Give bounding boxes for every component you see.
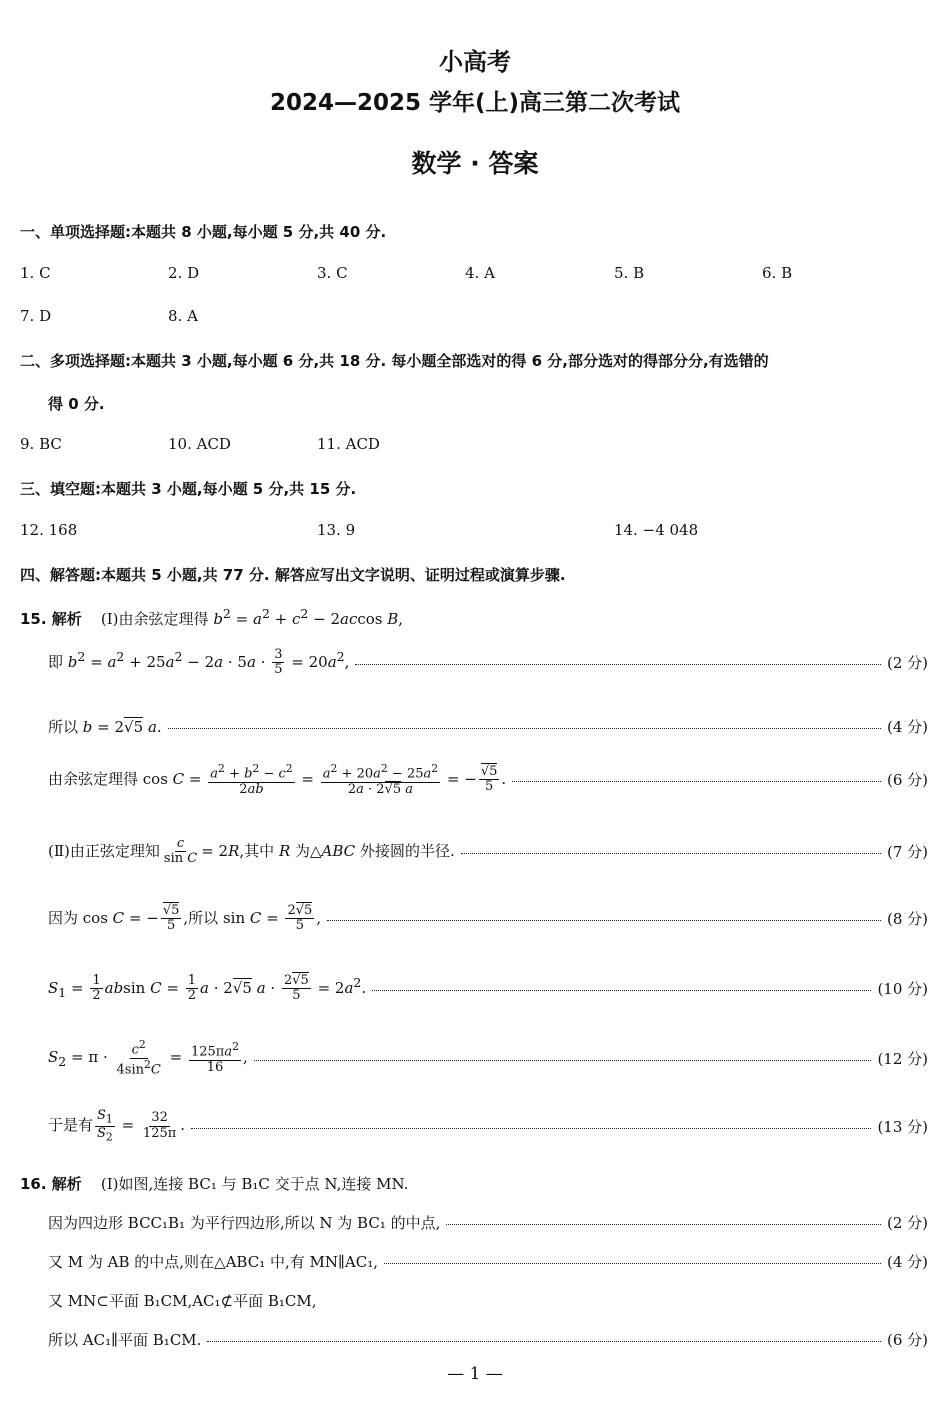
- leader-dots: [372, 990, 871, 991]
- q15-step-7: [48, 1039, 928, 1077]
- leader-dots: [355, 664, 881, 665]
- q16-step-2: [48, 1212, 928, 1233]
- q16-line-5: 所以 AC₁∥平面 B₁CM.: [48, 1331, 202, 1349]
- q15-score-7: (12 分): [877, 1049, 928, 1068]
- page-title: 数学 · 答案: [411, 149, 539, 178]
- leader-dots: [512, 781, 881, 782]
- answer-1: 1. C: [20, 264, 51, 282]
- leader-dots: [461, 853, 881, 854]
- q16-line-1: (Ⅰ)如图,连接 BC₁ 与 B₁C 交于点 N,连接 MN.: [100, 1175, 409, 1193]
- q15-step-2: [48, 716, 928, 737]
- leader-dots: [384, 1263, 881, 1264]
- q15-score-3: (6 分): [886, 771, 928, 790]
- section-2-heading: 二、多项选择题:本题共 3 小题,每小题 6 分,共 18 分. 每小题全部选对的得 6 分,部分选对的得部分分,有选错的: [20, 352, 769, 370]
- q16-step-3: [48, 1251, 928, 1272]
- q15-header: [20, 606, 403, 629]
- q16-line-2: 因为四边形 BCC₁B₁ 为平行四边形,所以 N 为 BC₁ 的中点,: [48, 1214, 441, 1232]
- q15-formula-5: 因为 cos C = − $\frac{√5}{5}$ ,所以 sin C = $\frac{2√5}{5}$ ,: [48, 903, 322, 934]
- section-4-heading: 四、解答题:本题共 5 小题,共 77 分. 解答应写出文字说明、证明过程或演算步骤.: [20, 566, 566, 584]
- q15-step-8: [48, 1109, 928, 1143]
- q16-line-4: 又 MN⊂平面 B₁CM,AC₁⊄平面 B₁CM,: [48, 1292, 317, 1310]
- q16-score-2: (4 分): [886, 1253, 928, 1271]
- q15-score-1: (2 分): [886, 654, 928, 673]
- answer-8: 8. A: [168, 307, 198, 325]
- q15-formula-1: 即 $b^2 = a^2 + 25a^2 - 2a \cdot 5a$ · $\frac{3}{5}$ = $20a^2$,: [48, 647, 350, 678]
- answer-3: 3. C: [317, 264, 348, 282]
- q15-score-2: (4 分): [886, 718, 928, 736]
- answer-2: 2. D: [168, 264, 200, 282]
- q15-part1-marker: (Ⅰ): [100, 610, 119, 628]
- q15-label: 15. 解析: [20, 610, 82, 628]
- leader-dots: [191, 1128, 871, 1129]
- exam-title: 2024—2025 学年(上)高三第二次考试: [269, 90, 681, 116]
- q15-step-1: [48, 648, 928, 678]
- q15-score-4: (7 分): [886, 843, 928, 862]
- org-title: 小高考: [439, 48, 511, 76]
- q15-score-8: (13 分): [877, 1117, 928, 1136]
- q15-step-5: [48, 904, 928, 934]
- q15-step-3: [48, 763, 928, 797]
- answer-7: 7. D: [20, 307, 52, 325]
- answer-9: 9. BC: [20, 435, 62, 453]
- q15-intro: 由余弦定理得: [118, 610, 209, 628]
- answer-4: 4. A: [465, 264, 495, 282]
- section-2-heading-cont: 得 0 分.: [48, 395, 105, 413]
- q16-header: [20, 1173, 408, 1194]
- section-1-heading: 一、单项选择题:本题共 8 小题,每小题 5 分,共 40 分.: [20, 223, 387, 241]
- q15-formula-3: 由余弦定理得 cos C = $\frac{a^2 + b^2 - c^2}{2ab}$ = $\frac{a^2 + 20a^2 - 25a^2}{2a \cdot 2√5 a}$ = − $\frac{√5}{5}$ .: [48, 762, 507, 797]
- leader-dots: [446, 1224, 881, 1225]
- q16-label: 16. 解析: [20, 1175, 82, 1193]
- q15-step-6: [48, 974, 928, 1004]
- leader-dots: [168, 728, 881, 729]
- q15-formula-0: $b^2 = a^2 + c^2 - 2accos$ B,: [213, 606, 404, 628]
- q15-formula-2: 所以 b = 2√5 a.: [48, 718, 162, 736]
- q15-score-6: (10 分): [877, 980, 928, 999]
- page-number: — 1 —: [447, 1364, 503, 1384]
- q16-line-3: 又 M 为 AB 的中点,则在△ABC₁ 中,有 MN∥AC₁,: [48, 1253, 379, 1271]
- answer-13: 13. 9: [317, 521, 356, 539]
- answer-14: 14. −4 048: [614, 521, 699, 539]
- answer-5: 5. B: [614, 264, 645, 282]
- q15-score-5: (8 分): [886, 910, 928, 929]
- leader-dots: [207, 1341, 881, 1342]
- q16-step-5: [48, 1329, 928, 1350]
- answer-10: 10. ACD: [168, 435, 231, 453]
- section-3-heading: 三、填空题:本题共 3 小题,每小题 5 分,共 15 分.: [20, 480, 357, 498]
- q15-formula-6: $S_1$ = $\frac{1}{2}$ absin C = $\frac{1}{2}$ a · 2√5 a · $\frac{2√5}{5}$ = $2a^2$.: [48, 973, 367, 1004]
- q16-score-1: (2 分): [886, 1214, 928, 1232]
- q15-formula-8: 于是有 $\frac{S_1}{S_2}$ = $\frac{32}{125\pi}$ .: [48, 1108, 186, 1144]
- q15-formula-4: (Ⅱ)由正弦定理知 $\frac{c}{\text{sin C}}$ = 2R,其中 R 为△ABC 外接圆的半径.: [48, 836, 455, 867]
- answer-11: 11. ACD: [317, 435, 380, 453]
- answer-6: 6. B: [762, 264, 793, 282]
- q15-step-4: [48, 837, 928, 867]
- answer-12: 12. 168: [20, 521, 78, 539]
- leader-dots: [327, 920, 881, 921]
- leader-dots: [254, 1060, 872, 1061]
- q15-formula-7: $S_2 = \pi$ · $\frac{c^2}{4\sin^2C}$ = $\frac{125\pi a^2}{16}$ ,: [48, 1038, 248, 1077]
- q16-score-3: (6 分): [886, 1331, 928, 1349]
